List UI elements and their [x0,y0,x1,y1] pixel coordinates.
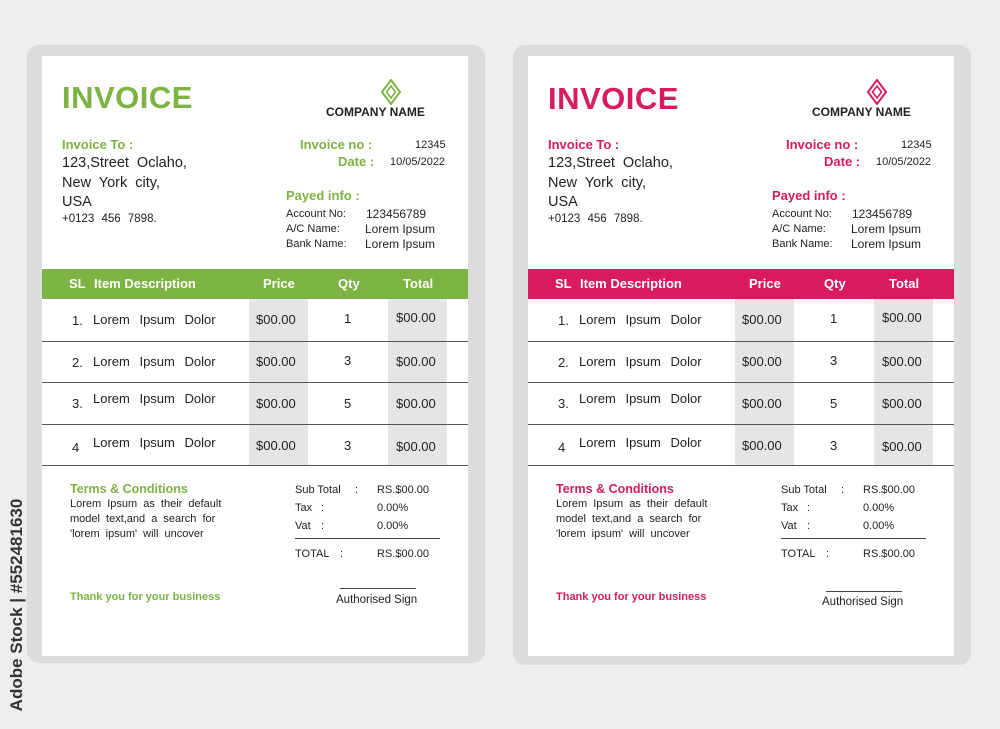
address-line-3: USA [62,194,92,210]
total-label: TOTAL [781,548,816,560]
table-row [42,382,468,423]
invoice-title: INVOICE [62,80,193,115]
account-no-label: Account No: [772,208,832,220]
row-qty: 3 [344,353,352,368]
tax-colon: : [807,502,811,514]
address-line-2: New York city, [548,175,646,191]
table-header [528,269,954,299]
phone-number: +0123 456 7898. [548,213,643,225]
invoice-to-label: Invoice To : [62,137,134,152]
thanks-message: Thank you for your business [70,591,221,603]
table-row [42,424,468,465]
row-sl: 3. [558,396,569,411]
row-description: Lorem Ipsum Dolor [579,354,702,369]
header-item-description: Item Description [580,276,682,291]
row-qty: 1 [830,311,838,326]
header-price: Price [263,276,295,291]
invoice-green [42,56,468,656]
table-row [528,424,954,465]
date-value: 10/05/2022 [390,156,446,168]
table-row [528,341,954,382]
subtotal-label: Sub Total [781,484,827,496]
row-qty: 3 [344,438,352,453]
subtotal-colon: : [355,484,359,496]
summary-divider [781,538,926,539]
invoice-no-label: Invoice no : [786,137,859,152]
summary-divider [295,538,440,539]
row-price: $00.00 [256,396,296,411]
row-description: Lorem Ipsum Dolor [93,354,216,369]
date-value: 10/05/2022 [876,156,932,168]
company-logo-icon [380,79,402,105]
row-description: Lorem Ipsum Dolor [579,312,702,327]
row-total: $00.00 [882,439,922,454]
subtotal-label: Sub Total [295,484,341,496]
subtotal-value: RS.$00.00 [377,484,429,496]
subtotal-value: RS.$00.00 [863,484,915,496]
row-total: $00.00 [396,396,436,411]
account-no-value: 123456789 [366,207,427,221]
row-price: $00.00 [742,312,782,327]
ac-name-value: Lorem Ipsum [851,222,922,236]
table-row [528,299,954,340]
header-total: Total [889,276,920,291]
row-total: $00.00 [882,354,922,369]
header-sl: SL [555,276,572,291]
invoice-no-label: Invoice no : [300,137,373,152]
date-label: Date : [338,154,375,169]
terms-title: Terms & Conditions [556,482,674,496]
row-sl: 3. [72,396,83,411]
total-colon: : [826,548,830,560]
total-label: TOTAL [295,548,330,560]
row-price: $00.00 [256,438,296,453]
vat-colon: : [321,520,325,532]
row-qty: 3 [830,353,838,368]
table-row [42,299,468,340]
invoice-sheet-pink [528,56,954,656]
row-divider [528,465,954,466]
phone-number: +0123 456 7898. [62,213,157,225]
bank-name-value: Lorem Ipsum [365,237,436,251]
row-price: $00.00 [742,354,782,369]
row-sl: 1. [72,313,83,328]
vat-colon: : [807,520,811,532]
terms-title: Terms & Conditions [70,482,188,496]
row-sl: 4 [558,440,566,455]
header-item-description: Item Description [94,276,196,291]
invoice-pink [528,56,954,656]
tax-value: 0.00% [377,502,409,514]
invoice-no-value: 12345 [415,139,446,151]
thanks-message: Thank you for your business [556,591,707,603]
table-header [42,269,468,299]
row-description: Lorem Ipsum Dolor [579,435,702,450]
row-sl: 1. [558,313,569,328]
invoice-title: INVOICE [548,81,679,116]
row-price: $00.00 [256,312,296,327]
address-line-1: 123,Street Oclaho, [548,155,673,171]
tax-value: 0.00% [863,502,895,514]
header-qty: Qty [824,276,846,291]
payed-info-label: Payed info : [286,188,360,203]
address-line-1: 123,Street Oclaho, [62,155,187,171]
row-qty: 1 [344,311,352,326]
bank-name-label: Bank Name: [772,238,833,250]
row-sl: 4 [72,440,80,455]
vat-value: 0.00% [863,520,895,532]
row-total: $00.00 [882,396,922,411]
tax-label: Tax [781,502,799,514]
header-total: Total [403,276,434,291]
invoice-no-value: 12345 [901,139,932,151]
total-value: RS.$00.00 [863,548,915,560]
account-no-value: 123456789 [852,207,913,221]
row-description: Lorem Ipsum Dolor [93,391,216,406]
address-line-2: New York city, [62,175,160,191]
row-qty: 5 [830,396,838,411]
terms-text: Lorem Ipsum as their default model text,and a search for 'lorem ipsum' will uncover [70,498,222,540]
row-description: Lorem Ipsum Dolor [579,391,702,406]
vat-label: Vat [295,520,311,532]
row-divider [42,465,468,466]
company-name: COMPANY NAME [812,105,911,119]
table-row [528,382,954,423]
vat-label: Vat [781,520,797,532]
row-qty: 3 [830,438,838,453]
row-total: $00.00 [396,439,436,454]
bank-name-label: Bank Name: [286,238,347,250]
total-colon: : [340,548,344,560]
signature-line [340,588,416,589]
row-price: $00.00 [256,354,296,369]
stock-credit-text: Adobe Stock | #552481630 [7,498,26,712]
account-no-label: Account No: [286,208,346,220]
address-line-3: USA [548,194,578,210]
company-logo-icon [866,79,888,105]
invoice-to-label: Invoice To : [548,137,620,152]
header-sl: SL [69,276,86,291]
payed-info-label: Payed info : [772,188,846,203]
ac-name-label: A/C Name: [772,223,826,235]
terms-text: Lorem Ipsum as their default model text,and a search for 'lorem ipsum' will uncover [556,498,708,540]
row-total: $00.00 [396,310,436,325]
bank-name-value: Lorem Ipsum [851,237,922,251]
tax-colon: : [321,502,325,514]
company-name: COMPANY NAME [326,105,425,119]
authorised-sign-label: Authorised Sign [822,596,904,608]
vat-value: 0.00% [377,520,409,532]
date-label: Date : [824,154,861,169]
row-price: $00.00 [742,438,782,453]
ac-name-label: A/C Name: [286,223,340,235]
total-value: RS.$00.00 [377,548,429,560]
invoice-sheet-green [42,56,468,656]
row-sl: 2. [72,355,83,370]
signature-line [826,591,902,592]
row-qty: 5 [344,396,352,411]
row-description: Lorem Ipsum Dolor [93,435,216,450]
row-total: $00.00 [882,310,922,325]
table-row [42,341,468,382]
subtotal-colon: : [841,484,845,496]
row-total: $00.00 [396,354,436,369]
row-price: $00.00 [742,396,782,411]
authorised-sign-label: Authorised Sign [336,594,418,606]
header-price: Price [749,276,781,291]
header-qty: Qty [338,276,360,291]
tax-label: Tax [295,502,313,514]
ac-name-value: Lorem Ipsum [365,222,436,236]
row-description: Lorem Ipsum Dolor [93,312,216,327]
row-sl: 2. [558,355,569,370]
